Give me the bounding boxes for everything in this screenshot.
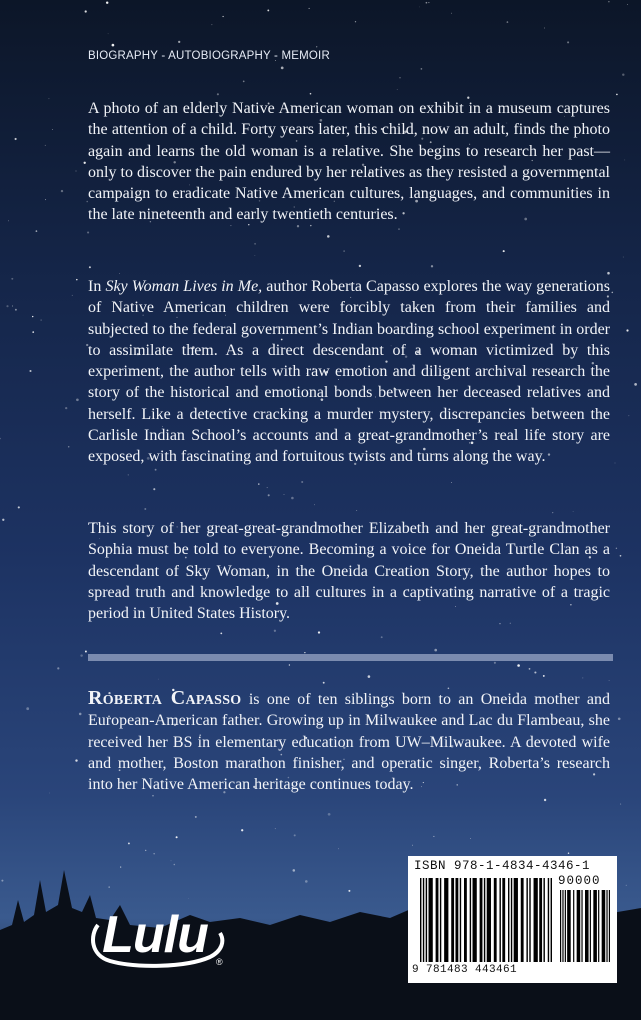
star — [291, 497, 294, 500]
star — [620, 555, 622, 557]
star — [75, 759, 77, 761]
star — [612, 292, 614, 294]
star — [624, 159, 625, 160]
price-code: 90000 — [558, 874, 601, 888]
star — [381, 636, 383, 638]
ean-barcode-bars — [420, 878, 552, 962]
barcode-bar — [548, 878, 549, 962]
star — [294, 834, 296, 836]
barcode-bar — [609, 890, 610, 962]
barcode-bar — [423, 878, 424, 962]
star — [529, 668, 531, 670]
star — [68, 446, 70, 448]
barcode-bar — [567, 890, 571, 962]
star — [281, 67, 284, 70]
barcode-bar — [598, 890, 599, 962]
star — [327, 235, 330, 238]
star — [433, 836, 434, 837]
barcode-bar — [487, 878, 491, 962]
star — [310, 93, 312, 95]
logo-wordmark: Lulu — [102, 906, 208, 964]
star — [84, 162, 86, 164]
star — [258, 483, 259, 484]
description-paragraph-2 — [88, 276, 610, 468]
star — [359, 265, 361, 267]
star — [108, 33, 109, 34]
star — [45, 199, 46, 200]
star — [620, 804, 621, 805]
star — [517, 664, 520, 667]
star — [451, 13, 452, 14]
addon-barcode-bars — [560, 890, 610, 962]
star — [52, 129, 53, 130]
star — [626, 885, 627, 886]
barcode-digits: 9 781483 443461 — [412, 964, 518, 976]
star — [426, 2, 428, 4]
star — [128, 474, 129, 475]
barcode-bar — [526, 878, 527, 962]
barcode-bar — [460, 878, 461, 962]
author-bio — [88, 688, 610, 795]
star — [108, 886, 110, 888]
star — [534, 671, 536, 673]
barcode-bar — [484, 878, 485, 962]
description-paragraph-1: A photo of an elderly Native American woman on exhibit in a museum captures the attention of a child. Forty years later, this child, now an adult, finds the photo again and learns the old woman is a relative. She begins to research her past—only to discover the pain endured by her relatives as they resisted a governmental campaign to eradicate Native American cultures, languages, and communities in the late nineteenth and early twentieth centuries. — [88, 100, 610, 224]
barcode-bar — [473, 878, 477, 962]
barcode-bar — [451, 878, 454, 962]
star — [428, 2, 429, 3]
star — [412, 845, 413, 846]
barcode-bar — [455, 878, 458, 962]
star — [419, 7, 420, 8]
star — [15, 138, 17, 140]
barcode-bar — [606, 890, 607, 962]
barcode-bar — [470, 878, 471, 962]
star — [61, 190, 63, 192]
barcode-bar — [499, 878, 500, 962]
star — [212, 24, 213, 25]
section-divider — [88, 654, 613, 661]
star — [195, 816, 197, 818]
barcode-bar — [494, 878, 497, 962]
star — [8, 220, 9, 221]
star — [155, 469, 157, 471]
star — [434, 649, 437, 652]
barcode-bar — [543, 878, 544, 962]
star — [573, 511, 574, 512]
barcode-bar — [429, 878, 433, 962]
star — [399, 77, 400, 78]
star — [45, 145, 46, 146]
star — [120, 867, 121, 868]
star — [12, 306, 13, 307]
star — [11, 278, 13, 280]
star — [153, 488, 155, 490]
star — [87, 231, 89, 233]
barcode-bar — [581, 890, 582, 962]
star — [18, 506, 20, 508]
barcode-bar — [436, 878, 439, 962]
star — [1, 880, 3, 882]
barcode-bar — [521, 878, 524, 962]
isbn-text: ISBN 978-1-4834-4346-1 — [414, 859, 591, 873]
barcode-bar — [464, 878, 467, 962]
star — [144, 508, 146, 510]
star — [217, 93, 219, 95]
star — [316, 46, 317, 47]
author-name: Roberta Capasso — [88, 687, 242, 709]
isbn-barcode — [408, 856, 617, 983]
star — [72, 295, 73, 296]
star — [128, 842, 130, 844]
star — [284, 494, 285, 495]
star — [188, 898, 189, 899]
star — [544, 28, 545, 29]
star — [176, 836, 178, 838]
star — [220, 632, 222, 634]
barcode-bar — [420, 878, 421, 962]
star — [15, 309, 17, 311]
barcode-bar — [502, 878, 505, 962]
star — [36, 230, 38, 232]
description-paragraph-3: This story of her great-great-grandmother Elizabeth and her great-grandmother Sophia must be told to everyone. Becoming a voice for Oneida Turtle Clan as a descendant of Sky Woman, in the Oneida Creation Story, the author hopes to spread truth and knowledge to all cultures in a captivating narrative of a tragic period in United States History. — [88, 520, 610, 623]
star — [622, 73, 624, 75]
star — [323, 682, 325, 684]
star — [343, 250, 344, 251]
star — [507, 21, 509, 23]
barcode-bar — [440, 878, 441, 962]
barcode-bar — [577, 890, 581, 962]
star — [355, 21, 356, 22]
star — [0, 438, 1, 440]
star — [503, 250, 505, 252]
star — [314, 504, 315, 505]
barcode-bar — [539, 878, 542, 962]
barcode-bar — [562, 890, 563, 962]
registered-mark: ® — [216, 957, 223, 967]
barcode-bar — [529, 878, 530, 962]
star — [608, 1, 609, 2]
star — [154, 853, 155, 854]
star — [552, 512, 553, 513]
star — [57, 667, 59, 669]
star — [254, 243, 256, 245]
star — [451, 482, 452, 483]
star — [41, 320, 42, 321]
star — [398, 228, 400, 230]
barcode-bar — [573, 890, 574, 962]
star — [274, 630, 276, 632]
star — [328, 813, 331, 816]
star — [616, 94, 618, 96]
star — [609, 680, 610, 681]
star — [65, 407, 67, 409]
star — [275, 828, 276, 829]
star — [32, 316, 33, 317]
star — [567, 41, 569, 43]
star — [623, 257, 624, 258]
star — [543, 675, 545, 677]
star — [76, 398, 79, 401]
star — [494, 662, 496, 664]
star — [634, 383, 637, 386]
book-category: BIOGRAPHY - AUTOBIOGRAPHY - MEMOIR — [88, 50, 330, 62]
star — [80, 654, 82, 656]
barcode-bar — [590, 890, 591, 962]
star — [76, 279, 78, 281]
star — [431, 265, 433, 267]
barcode-bar — [514, 878, 518, 962]
star — [255, 255, 256, 256]
star — [119, 273, 120, 274]
star — [544, 799, 546, 801]
star — [75, 170, 76, 171]
star — [356, 510, 357, 511]
star — [289, 664, 290, 665]
star — [470, 838, 471, 839]
star — [268, 494, 270, 496]
star — [615, 463, 616, 464]
barcode-bar — [565, 890, 566, 962]
star — [171, 860, 172, 861]
barcode-bar — [511, 878, 512, 962]
star — [223, 16, 224, 17]
barcode-bar — [534, 878, 538, 962]
star — [626, 329, 628, 331]
star — [629, 415, 630, 416]
star — [158, 679, 159, 680]
star — [2, 519, 4, 521]
star — [49, 793, 50, 794]
book-title-italic: Sky Woman Lives in Me, — [105, 278, 263, 295]
paragraph-2-body: author Roberta Capasso explores the way generations of Native American children were forcibly taken from their families and subjected to the federal government’s Indian boarding school experiment in order to assimilate them. As a direct descendant of a woman victimized by this experiment, the author tells with raw emotion and diligent archival research the story of the historical and emotional bonds between her deceased relatives and herself. Like a detective cracking a murder mystery, discrepancies between the Carlisle Indian School’s accounts and a great-grandmother’s real life story are exposed, with fascinating and fortuitous twists and turns along the way. — [88, 278, 611, 466]
star — [241, 829, 243, 831]
star — [582, 677, 583, 678]
star — [293, 869, 296, 872]
barcode-bar — [444, 878, 448, 962]
star — [309, 8, 310, 9]
barcode-bar — [551, 878, 552, 962]
star — [85, 651, 87, 653]
star — [48, 98, 49, 99]
barcode-bar — [426, 878, 427, 962]
star — [616, 548, 617, 549]
star — [6, 305, 8, 307]
star — [568, 852, 569, 853]
star — [85, 10, 87, 12]
star — [112, 44, 115, 47]
star — [305, 880, 308, 883]
star — [397, 89, 398, 90]
star — [607, 272, 610, 275]
star — [267, 9, 269, 11]
star — [178, 41, 180, 43]
star — [29, 370, 31, 372]
barcode-bar — [560, 890, 561, 962]
star — [318, 631, 320, 633]
star — [301, 481, 303, 483]
star — [348, 890, 350, 892]
barcode-bar — [602, 890, 606, 962]
barcode-bar — [508, 878, 509, 962]
star — [89, 266, 91, 268]
paragraph-2-lead: In — [88, 278, 106, 295]
barcode-bar — [480, 878, 483, 962]
star — [267, 487, 268, 488]
star — [368, 675, 371, 678]
barcode-bar — [585, 890, 589, 962]
star — [145, 850, 146, 851]
star — [338, 848, 339, 849]
barcode-bar — [593, 890, 597, 962]
star — [627, 4, 628, 5]
star — [421, 68, 423, 70]
star — [32, 331, 34, 333]
star — [174, 864, 176, 866]
star — [26, 707, 29, 710]
star — [79, 713, 82, 716]
author-bio-text: is one of ten siblings born to an Oneida mother and European-American father. Growing up in Milwaukee and Lac du Flambeau, she received her BS in elementary education from UW–Milwaukee. A devoted wife and mother, Boston marathon finisher, and operatic singer, Roberta’s research into her Native American heritage continues today. — [88, 691, 610, 794]
star — [618, 717, 621, 720]
star — [243, 81, 245, 83]
star — [106, 1, 108, 3]
publisher-logo — [80, 905, 230, 975]
